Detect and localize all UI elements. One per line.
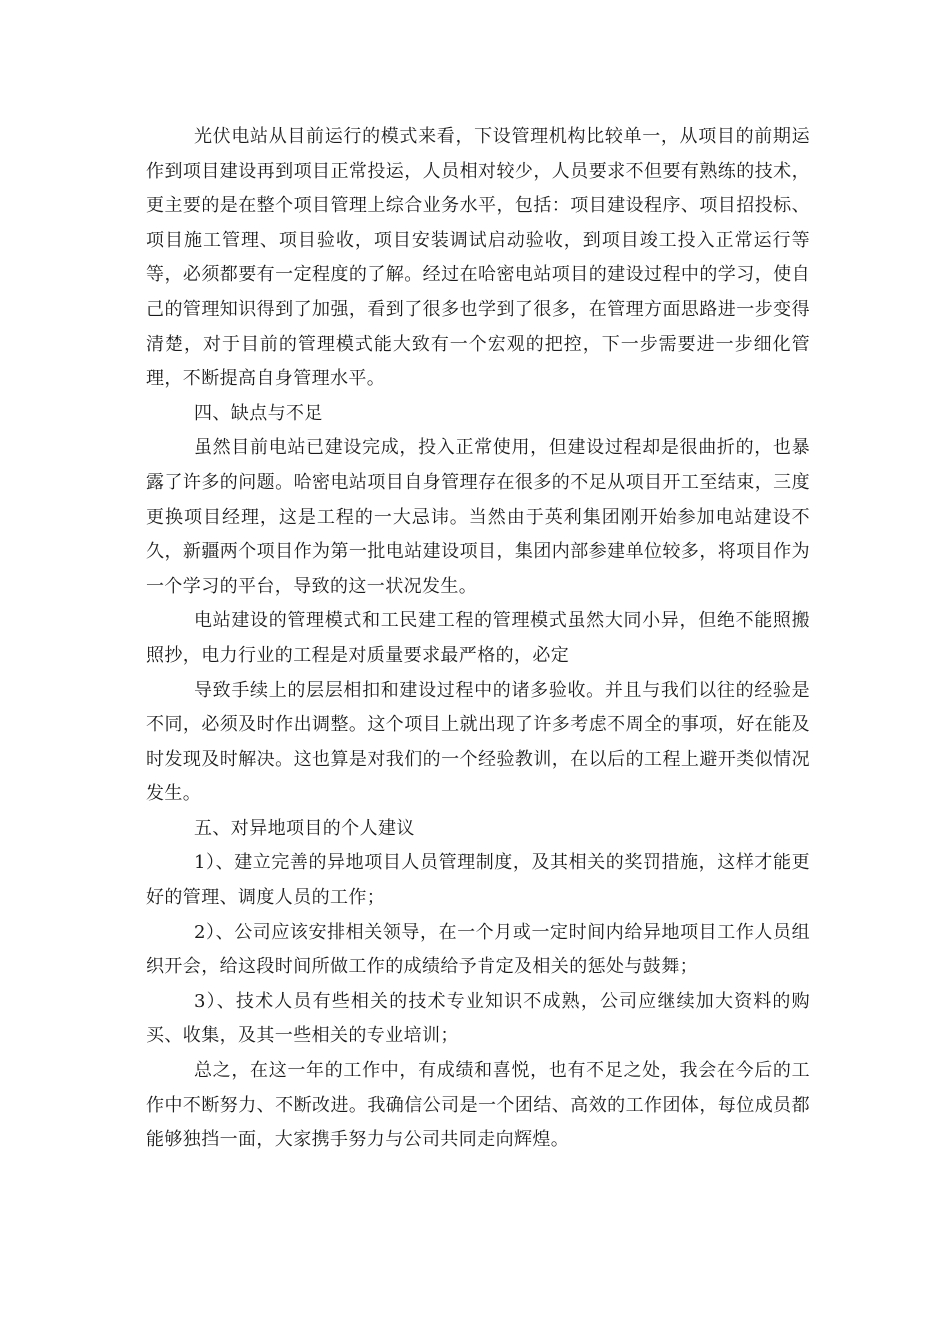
section-heading-suggestions: 五、对异地项目的个人建议: [194, 817, 415, 839]
document-body: [146, 120, 810, 1158]
paragraph-management-mode: 光伏电站从目前运行的模式来看，下设管理机构比较单一，从项目的前期运作到项目建设再到项目正常投运，人员相对较少，人员要求不但要有熟练的技术，更主要的是在整个项目管理上综合业务水平，包括：项目建设程序、项目招投标、项目施工管理、项目验收，项目安装调试启动验收，到项目竣工投入正常运行等等，必须都要有一定程度的了解。经过在哈密电站项目的建设过程中的学习，使自己的管理知识得到了加强，看到了很多也学到了很多，在管理方面思路进一步变得清楚，对于目前的管理模式能大致有一个宏观的把控，下一步需要进一步细化管理，不断提高自身管理水平。: [146, 126, 810, 390]
paragraph-construction-issues: 虽然目前电站已建设完成，投入正常使用，但建设过程却是很曲折的，也暴露了许多的问题。哈密电站项目自身管理存在很多的不足从项目开工至结束，三度更换项目经理，这是工程的一大忌讳。当然由于英利集团刚开始参加电站建设不久，新疆两个项目作为第一批电站建设项目，集团内部参建单位较多，将项目作为一个学习的平台，导致的这一状况发生。: [146, 437, 810, 597]
paragraph-lessons-learned: 导致手续上的层层相扣和建设过程中的诸多验收。并且与我们以往的经验是不同，必须及时作出调整。这个项目上就出现了许多考虑不周全的事项，好在能及时发现及时解决。这也算是对我们的一个经验教训，在以后的工程上避开类似情况发生。: [146, 679, 810, 805]
paragraph-conclusion: 总之，在这一年的工作中，有成绩和喜悦，也有不足之处，我会在今后的工作中不断努力、不断改进。我确信公司是一个团结、高效的工作团体，每位成员都能够独挡一面，大家携手努力与公司共同走向辉煌。: [146, 1060, 810, 1151]
suggestion-item-1: 1）、建立完善的异地项目人员管理制度，及其相关的奖罚措施，这样才能更好的管理、调度人员的工作；: [146, 852, 810, 909]
suggestion-item-2: 2）、公司应该安排相关领导，在一个月或一定时间内给异地项目工作人员组织开会，给这段时间所做工作的成绩给予肯定及相关的惩处与鼓舞；: [146, 921, 810, 978]
section-heading-shortcomings: 四、缺点与不足: [194, 402, 323, 424]
paragraph-power-industry: 电站建设的管理模式和工民建工程的管理模式虽然大同小异，但绝不能照搬照抄，电力行业的工程是对质量要求最严格的，必定: [146, 610, 810, 666]
suggestion-item-3: 3）、技术人员有些相关的技术专业知识不成熟，公司应继续加大资料的购买、收集，及其一些相关的专业培训；: [146, 990, 810, 1047]
